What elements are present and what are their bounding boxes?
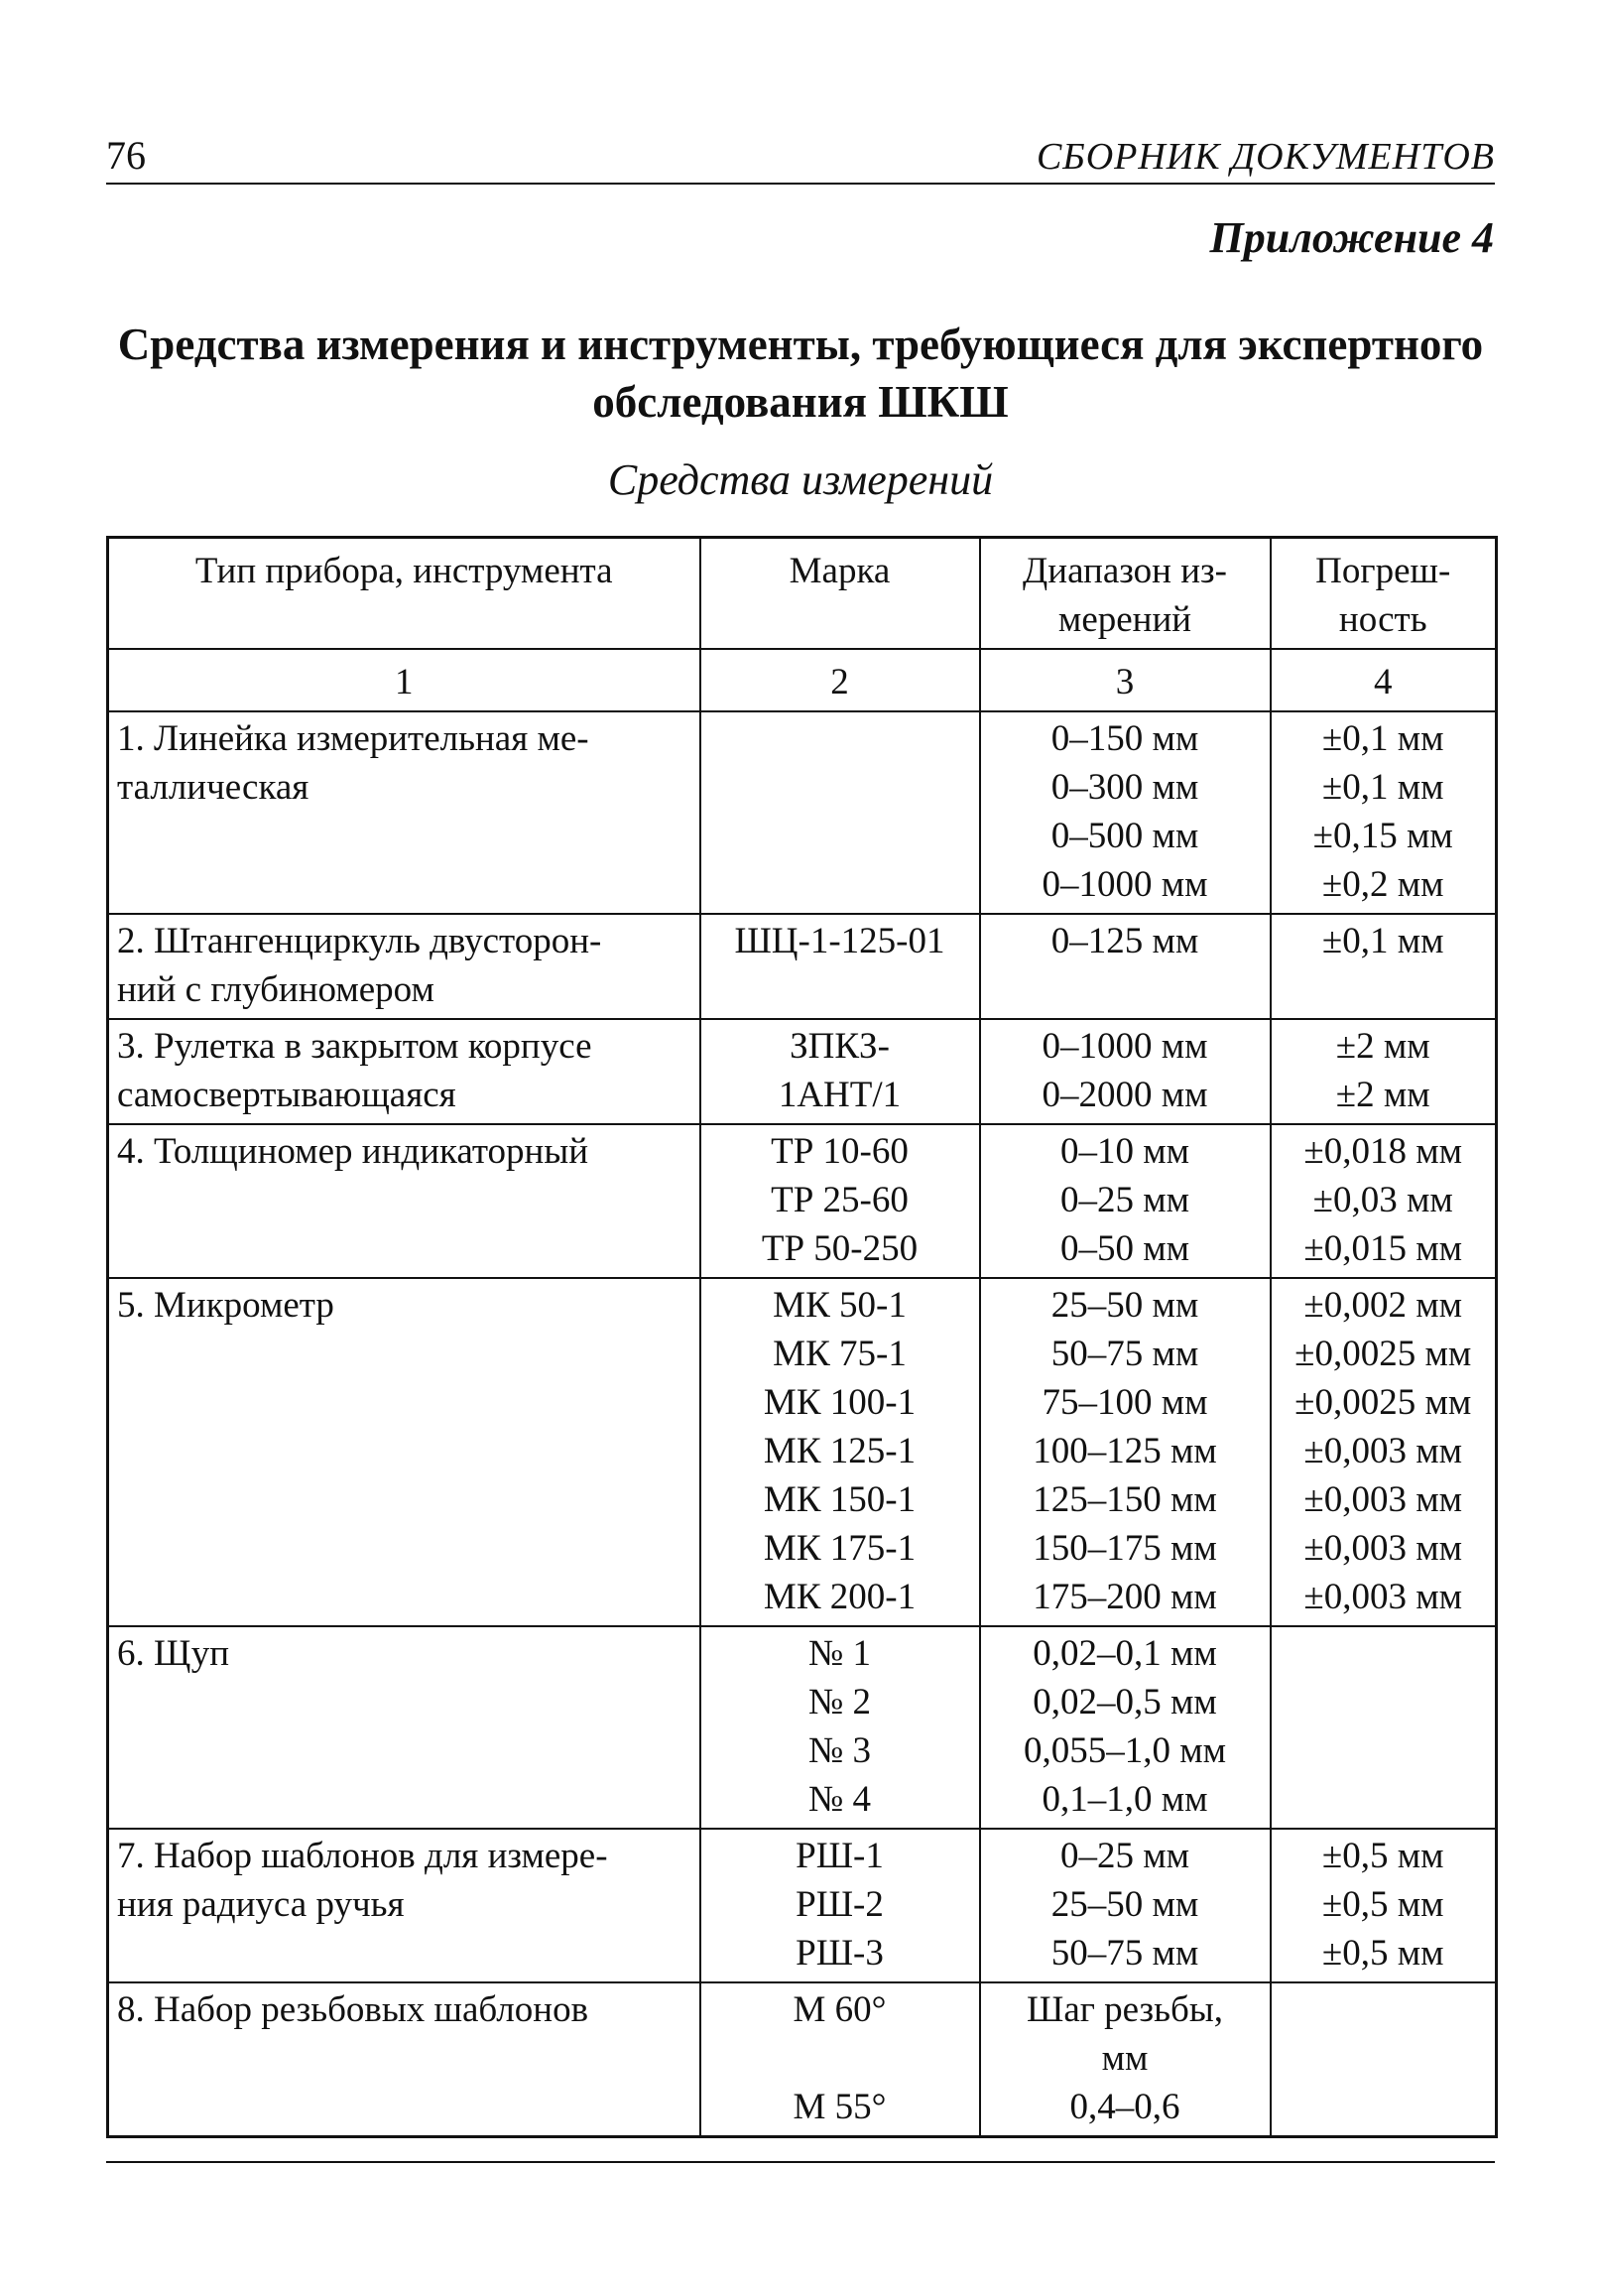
- column-header-line: Тип прибора, инструмента: [194, 551, 613, 591]
- instrument-type-cell: [108, 1278, 700, 1626]
- error-cell: [1271, 1626, 1497, 1829]
- mark-cell: [700, 1019, 980, 1124]
- range-cell: [980, 1982, 1271, 2137]
- range-line: 0,1–1,0 мм: [1042, 1779, 1208, 1820]
- instrument-type-cell: [108, 1982, 700, 2137]
- instrument-type-cell: [108, 1626, 700, 1829]
- table-subtitle: Средства измерений: [607, 455, 994, 504]
- instrument-type-line: 3. Рулетка в закрытом корпусе: [117, 1026, 592, 1067]
- instrument-type-line: самосвертывающаяся: [117, 1075, 456, 1115]
- mark-line: МК 100-1: [763, 1382, 917, 1423]
- table-row: [108, 711, 1497, 914]
- mark-line: ШЦ-1-125-01: [734, 921, 945, 961]
- instrument-type-line: ний с глубиномером: [117, 969, 434, 1010]
- error-line: ±0,0025 мм: [1294, 1382, 1472, 1423]
- mark-cell: [700, 711, 980, 914]
- range-line: 0–1000 мм: [1042, 864, 1208, 905]
- error-line: ±0,2 мм: [1321, 864, 1444, 905]
- instrument-type-line: 1. Линейка измерительная ме-: [117, 718, 589, 759]
- table-header-row: [108, 538, 1497, 650]
- table-row: [108, 1626, 1497, 1829]
- mark-line: ТР 10-60: [771, 1131, 909, 1172]
- range-line: 100–125 мм: [1033, 1431, 1217, 1471]
- running-title: СБОРНИК ДОКУМЕНТОВ: [1036, 136, 1495, 178]
- range-line: 0–150 мм: [1050, 718, 1199, 759]
- mark-line: № 2: [807, 1682, 872, 1722]
- error-cell: [1271, 1829, 1497, 1982]
- error-line: ±0,0025 мм: [1294, 1334, 1472, 1374]
- range-line: 175–200 мм: [1033, 1577, 1217, 1617]
- range-line: 50–75 мм: [1050, 1933, 1199, 1974]
- error-line: ±0,5 мм: [1321, 1836, 1444, 1876]
- bottom-rule: [106, 2161, 1495, 2163]
- page-number: 76: [106, 133, 146, 178]
- mark-line: М 60°: [793, 1989, 887, 2030]
- error-line: ±0,03 мм: [1312, 1180, 1453, 1220]
- range-line: 0–25 мм: [1059, 1180, 1190, 1220]
- error-line: ±0,15 мм: [1312, 816, 1453, 856]
- range-line: мм: [1101, 2038, 1149, 2079]
- range-line: 0,055–1,0 мм: [1023, 1730, 1227, 1771]
- instrument-type-line: 8. Набор резьбовых шаблонов: [117, 1989, 589, 2030]
- error-line: ±0,003 мм: [1303, 1577, 1463, 1617]
- error-line: ±0,1 мм: [1321, 718, 1444, 759]
- range-line: 0–25 мм: [1059, 1836, 1190, 1876]
- mark-line: № 1: [807, 1633, 872, 1674]
- range-line: 0–500 мм: [1050, 816, 1199, 856]
- error-cell: [1271, 914, 1497, 1019]
- column-header-line: Погреш-: [1315, 551, 1451, 591]
- mark-line: РШ-3: [796, 1933, 884, 1974]
- range-line: 0–2000 мм: [1042, 1075, 1208, 1115]
- mark-line: № 4: [807, 1779, 872, 1820]
- error-cell: [1271, 711, 1497, 914]
- range-line: 0,4–0,6: [1069, 2087, 1180, 2127]
- error-line: ±2 мм: [1335, 1075, 1430, 1115]
- error-line: ±2 мм: [1335, 1026, 1430, 1067]
- mark-cell: [700, 1124, 980, 1278]
- range-cell: [980, 1626, 1271, 1829]
- range-line: 150–175 мм: [1033, 1528, 1217, 1569]
- instrument-type-line: 4. Толщиномер индикаторный: [117, 1131, 589, 1172]
- instrument-type-cell: [108, 1019, 700, 1124]
- instrument-type-line: 7. Набор шаблонов для измере-: [117, 1836, 608, 1876]
- mark-line: МК 75-1: [773, 1334, 907, 1374]
- range-line: 75–100 мм: [1042, 1382, 1208, 1423]
- column-header-2: [700, 538, 980, 650]
- instrument-type-cell: [108, 1124, 700, 1278]
- document-title: [106, 316, 1495, 431]
- range-line: 125–150 мм: [1033, 1479, 1217, 1520]
- range-line: 0–300 мм: [1050, 767, 1199, 808]
- column-number-4: 4: [1271, 649, 1497, 711]
- instruments-table: [106, 536, 1498, 2138]
- range-line: 0,02–0,1 мм: [1033, 1633, 1217, 1674]
- error-cell: [1271, 1019, 1497, 1124]
- mark-line: МК 125-1: [763, 1431, 917, 1471]
- table-row: [108, 1019, 1497, 1124]
- instrument-type-cell: [108, 914, 700, 1019]
- column-header-4: [1271, 538, 1497, 650]
- instrument-type-cell: [108, 1829, 700, 1982]
- range-cell: [980, 914, 1271, 1019]
- mark-cell: [700, 1829, 980, 1982]
- error-line: ±0,003 мм: [1303, 1479, 1463, 1520]
- table-row: [108, 1982, 1497, 2137]
- table-row: [108, 1278, 1497, 1626]
- range-line: 0–50 мм: [1059, 1228, 1190, 1269]
- error-line: ±0,5 мм: [1321, 1933, 1444, 1974]
- column-header-line: ность: [1338, 599, 1427, 640]
- mark-line: МК 50-1: [773, 1285, 907, 1326]
- range-line: 0–1000 мм: [1042, 1026, 1208, 1067]
- error-line: ±0,018 мм: [1303, 1131, 1463, 1172]
- instrument-type-cell: [108, 711, 700, 914]
- range-line: Шаг резьбы,: [1027, 1989, 1223, 2030]
- column-header-line: Диапазон из-: [1023, 551, 1227, 591]
- range-cell: [980, 1829, 1271, 1982]
- mark-line: МК 200-1: [763, 1577, 917, 1617]
- instrument-type-line: 5. Микрометр: [117, 1285, 334, 1326]
- range-line: 0,02–0,5 мм: [1033, 1682, 1217, 1722]
- error-line: ±0,015 мм: [1303, 1228, 1463, 1269]
- instrument-type-line: 6. Щуп: [117, 1633, 230, 1674]
- column-header-3: [980, 538, 1271, 650]
- error-line: ±0,002 мм: [1303, 1285, 1463, 1326]
- error-cell: [1271, 1982, 1497, 2137]
- range-line: 25–50 мм: [1050, 1884, 1199, 1925]
- error-line: ±0,5 мм: [1321, 1884, 1444, 1925]
- instrument-type-line: ния радиуса ручья: [117, 1884, 405, 1925]
- table-row: [108, 914, 1497, 1019]
- range-line: 0–10 мм: [1059, 1131, 1190, 1172]
- table-body: [108, 711, 1497, 2137]
- error-line: ±0,1 мм: [1321, 767, 1444, 808]
- column-number-3: 3: [980, 649, 1271, 711]
- table-row: [108, 1829, 1497, 1982]
- mark-line: ЗПКЗ-: [790, 1026, 890, 1067]
- range-cell: [980, 1019, 1271, 1124]
- column-number-2: 2: [700, 649, 980, 711]
- mark-cell: [700, 914, 980, 1019]
- range-line: 0–125 мм: [1050, 921, 1199, 961]
- mark-line: ТР 50-250: [761, 1228, 919, 1269]
- appendix-label: Приложение 4: [1209, 213, 1494, 262]
- column-header-1: [108, 538, 700, 650]
- mark-cell: [700, 1278, 980, 1626]
- mark-line: 1АНТ/1: [778, 1075, 902, 1115]
- document-title-line-2: обследования ШКШ: [592, 377, 1009, 427]
- mark-line: РШ-1: [796, 1836, 884, 1876]
- error-cell: [1271, 1124, 1497, 1278]
- error-line: ±0,1 мм: [1321, 921, 1444, 961]
- range-line: 25–50 мм: [1050, 1285, 1199, 1326]
- column-number-row: [108, 649, 1497, 711]
- column-header-line: Марка: [789, 551, 891, 591]
- mark-line: № 3: [807, 1730, 872, 1771]
- error-line: ±0,003 мм: [1303, 1431, 1463, 1471]
- range-line: 50–75 мм: [1050, 1334, 1199, 1374]
- mark-cell: [700, 1982, 980, 2137]
- page-header: [106, 131, 1495, 185]
- mark-cell: [700, 1626, 980, 1829]
- mark-line: ТР 25-60: [771, 1180, 909, 1220]
- mark-line: [709, 2034, 971, 2083]
- instrument-type-line: таллическая: [117, 767, 309, 808]
- table-row: [108, 1124, 1497, 1278]
- error-line: ±0,003 мм: [1303, 1528, 1463, 1569]
- mark-line: МК 175-1: [763, 1528, 917, 1569]
- mark-line: МК 150-1: [763, 1479, 917, 1520]
- range-cell: [980, 1278, 1271, 1626]
- document-title-line-1: Средства измерения и инструменты, требующиеся для экспертного: [117, 319, 1484, 369]
- range-cell: [980, 711, 1271, 914]
- range-cell: [980, 1124, 1271, 1278]
- mark-line: М 55°: [793, 2087, 887, 2127]
- error-cell: [1271, 1278, 1497, 1626]
- mark-line: РШ-2: [796, 1884, 884, 1925]
- column-number-1: 1: [108, 649, 700, 711]
- column-header-line: мерений: [1057, 599, 1192, 640]
- instrument-type-line: 2. Штангенциркуль двусторон-: [117, 921, 602, 961]
